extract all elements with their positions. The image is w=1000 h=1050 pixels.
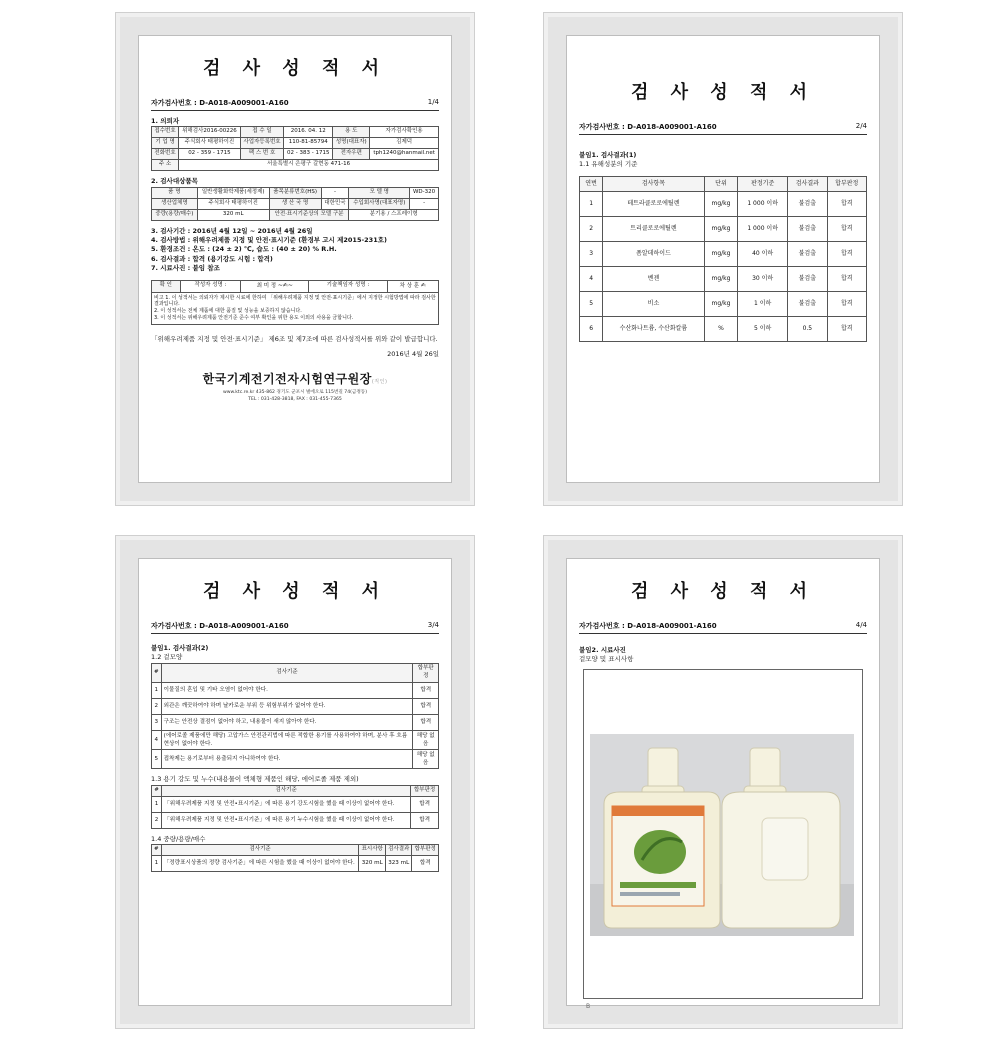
cell: 접 수 일 xyxy=(240,127,284,138)
cell: 생산업체명 xyxy=(152,198,198,209)
cell: 02 - 383 - 1715 xyxy=(284,149,333,160)
table-row xyxy=(580,191,867,216)
cell: 합격 xyxy=(411,812,439,828)
subsection-heading: 1.1 유해성분의 기준 xyxy=(579,160,638,169)
page-number: 1/4 xyxy=(427,98,439,106)
cell: 안전·표시기준상의 모델 구분 xyxy=(269,209,349,220)
table-row xyxy=(152,187,439,198)
table-row xyxy=(152,138,439,149)
cell: 팩 스 번 호 xyxy=(240,149,284,160)
report-page-2-frame xyxy=(543,12,903,506)
writer-name: 최 미 정 xyxy=(256,282,277,289)
table-row xyxy=(152,198,439,209)
cell: 1 xyxy=(580,191,603,216)
cell: - xyxy=(410,198,439,209)
appearance-table xyxy=(151,663,439,769)
table-row xyxy=(152,750,439,769)
cell: mg/kg xyxy=(704,216,738,241)
report-page-4 xyxy=(566,558,880,1010)
cell: 323 mL xyxy=(385,856,411,872)
container-section xyxy=(151,775,439,828)
cell: 분기용 / 스프레이형 xyxy=(349,209,439,220)
cell: 5 xyxy=(152,750,162,769)
cell: 1 이하 xyxy=(738,291,788,316)
cell: 2016. 04. 12 xyxy=(284,127,333,138)
cell: 0.5 xyxy=(788,316,827,341)
cell: 기 업 명 xyxy=(152,138,179,149)
test-method: 4. 검사방법 : 위해우려제품 지정 및 안전·표시기준 (환경부 고시 제2015-231호) xyxy=(151,236,387,245)
cell: 해당 없음 xyxy=(413,730,439,749)
subsection-heading: 1.4 중량/용량/매수 xyxy=(151,834,206,843)
cell: 불검출 xyxy=(788,191,827,216)
quantity-section xyxy=(151,835,439,872)
cell: 작성자 성명 : xyxy=(180,280,241,292)
page-title: 검 사 성 적 서 xyxy=(630,82,815,103)
section-heading xyxy=(579,151,867,170)
sample-photo-note: 7. 시료사진 : 붙임 참조 xyxy=(151,264,220,273)
photo-frame xyxy=(583,669,863,1010)
cell: % xyxy=(704,316,738,341)
page-title: 검 사 성 적 서 xyxy=(202,581,387,602)
subsection-heading: 1.2 겉모양 xyxy=(151,653,183,662)
page-number: 2/4 xyxy=(855,122,867,130)
cell: (에어로졸 제품에만 해당) 고압가스 안전관리법에 따른 적합한 용기를 사용하여야 하며, 분사 후 흐름현상이 없어야 한다. xyxy=(161,730,413,749)
page-title: 검 사 성 적 서 xyxy=(630,581,815,602)
doc-number: 자가검사번호 : D-A018-A009001-A160 xyxy=(151,622,289,630)
cell: 4 xyxy=(152,730,162,749)
corner-mark: B xyxy=(586,1003,591,1010)
cell: 합격 xyxy=(827,191,866,216)
cell: mg/kg xyxy=(704,266,738,291)
cell: mg/kg xyxy=(704,291,738,316)
cell: 3 xyxy=(580,241,603,266)
test-result: 6. 검사결과 : 합격 (용기강도 시험 : 합격) xyxy=(151,254,273,263)
report-page-1 xyxy=(138,35,452,483)
test-period: 3. 검사기간 : 2016년 4월 12일 ~ 2016년 4월 26일 xyxy=(151,226,313,235)
cell: 합격 xyxy=(413,714,439,730)
cell: 외관은 깨끗하여야 하며 날카로운 부위 등 위험부위가 없어야 한다. xyxy=(161,698,413,714)
column-header: 단위 xyxy=(704,176,738,191)
subsection-heading: 1.3 용기 강도 및 누수(내용물이 액체형 제품인 해당, 에어로졸 제품 제외) xyxy=(151,775,359,784)
table-row xyxy=(152,682,439,698)
cell: 합격 xyxy=(413,698,439,714)
cell: 자가검사확인용 xyxy=(370,127,439,138)
column-header: 검사결과 xyxy=(788,176,827,191)
doc-number-line xyxy=(151,621,439,634)
cell: 전자우편 xyxy=(333,149,370,160)
cell: 이물질의 혼입 및 기타 오염이 없어야 한다. xyxy=(161,682,413,698)
table-header-row xyxy=(580,176,867,191)
doc-number-line xyxy=(151,98,439,111)
cell xyxy=(387,280,438,292)
section-heading: 2. 검사대상품목 xyxy=(151,177,198,186)
cell: 주식회사 태평하이진 xyxy=(197,198,269,209)
report-page-3-frame xyxy=(115,535,475,1029)
column-header: 검사기준 xyxy=(162,785,411,796)
cell: 02 - 359 - 1715 xyxy=(179,149,241,160)
cell: 합격 xyxy=(827,216,866,241)
cell: 5 이하 xyxy=(738,316,788,341)
hazard-table xyxy=(579,176,867,342)
table-row xyxy=(152,280,439,292)
seal-mark: (직인) xyxy=(371,378,388,385)
cell: 불검출 xyxy=(788,216,827,241)
cell: 서울특별시 은평구 갈현동 471-16 xyxy=(179,160,439,171)
cell: 벤젠 xyxy=(603,266,705,291)
cell: 비소 xyxy=(603,291,705,316)
cell: 320 mL xyxy=(359,856,385,872)
column-header: 합부판정 xyxy=(413,663,439,682)
client-section xyxy=(151,117,439,171)
cell: 트리클로로에틸렌 xyxy=(603,216,705,241)
cell: 전화번호 xyxy=(152,149,179,160)
issue-date: 2016년 4월 26일 xyxy=(387,350,439,359)
cell xyxy=(241,280,309,292)
cell: 용 도 xyxy=(333,127,370,138)
cell: 성명(대표자) xyxy=(333,138,370,149)
cell: 2 xyxy=(152,698,162,714)
cell: 확 인 xyxy=(152,280,181,292)
cell: 1 000 이하 xyxy=(738,191,788,216)
table-row xyxy=(152,730,439,749)
cell: 수입회사명(대표자명) xyxy=(349,198,410,209)
column-header: 합부판정 xyxy=(411,785,439,796)
cell: 위해검사2016-00226 xyxy=(179,127,241,138)
cell: mg/kg xyxy=(704,241,738,266)
cell: 모 델 명 xyxy=(349,187,410,198)
signature-image: ✍ xyxy=(420,281,426,289)
appearance-section xyxy=(151,644,439,769)
table-row xyxy=(152,127,439,138)
photo-heading xyxy=(579,646,867,665)
cell: 접수번호 xyxy=(152,127,179,138)
bottle-photo-image xyxy=(590,734,854,936)
table-row xyxy=(152,856,439,872)
doc-number: 자가검사번호 : D-A018-A009001-A160 xyxy=(151,99,289,107)
note: 2. 이 성적서는 전체 제품에 대한 품질 및 성능을 보증하지 않습니다. xyxy=(154,308,302,315)
client-table xyxy=(151,126,439,171)
cell: 합격 xyxy=(412,856,439,872)
environment: 5. 환경조건 : 온도 : (24 ± 2) ℃, 습도 : (40 ± 20) % R.H. xyxy=(151,245,337,254)
cell: tph1240@hanmail.net xyxy=(370,149,439,160)
table-row xyxy=(152,812,439,828)
cell: 해당 없음 xyxy=(413,750,439,769)
cell: 사업자등록번호 xyxy=(240,138,284,149)
cell: 1 xyxy=(152,796,162,812)
table-row xyxy=(152,796,439,812)
cell: 2 xyxy=(152,812,162,828)
cell: 110-81-85794 xyxy=(284,138,333,149)
cell: 주식회사 태평하이진 xyxy=(179,138,241,149)
cell: 합격 xyxy=(827,241,866,266)
confirm-section xyxy=(151,280,439,325)
subsection-heading: 겉모양 및 표시사항 xyxy=(579,655,634,664)
hazard-table-wrap xyxy=(579,176,867,342)
column-header: 검사항목 xyxy=(603,176,705,191)
cell: 테트라클로로에틸렌 xyxy=(603,191,705,216)
cell: 30 이하 xyxy=(738,266,788,291)
column-header: 검사기준 xyxy=(161,663,413,682)
table-row xyxy=(580,291,867,316)
issue-statement: 「위해우려제품 지정 및 안전·표시기준」 제6조 및 제7조에 따른 검사성적서를 위와 같이 발급합니다. xyxy=(151,334,438,343)
cell: 40 이하 xyxy=(738,241,788,266)
column-header: # xyxy=(152,785,162,796)
test-info xyxy=(151,227,439,274)
cell: 대한민국 xyxy=(321,198,349,209)
quantity-table xyxy=(151,844,439,872)
column-header: 표시사항 xyxy=(359,845,385,856)
page-number: 3/4 xyxy=(427,621,439,629)
cell: 접착제는 용기로부터 용출되지 아니하여야 한다. xyxy=(161,750,413,769)
page-title: 검 사 성 적 서 xyxy=(202,58,387,79)
issuer-name: 한국기계전기전자시험연구원장 xyxy=(202,371,372,386)
column-header: 판정기준 xyxy=(738,176,788,191)
cell: 「위해우려제품 지정 및 안전•표시기준」에 따른 용기 누수시험을 했을 때 이상이 없어야 한다. xyxy=(162,812,411,828)
signature-image: ~✍~ xyxy=(277,281,293,289)
confirm-table xyxy=(151,280,439,293)
table-header-row xyxy=(152,785,439,796)
table-row xyxy=(152,160,439,171)
cell: 3 xyxy=(152,714,162,730)
page-number: 4/4 xyxy=(855,621,867,629)
note: 3. 이 성적서는 위해우려제품 안전기준 준수 여부 확인을 위한 용도 이외의 사용을 금합니다. xyxy=(154,314,354,321)
cell: 6 xyxy=(580,316,603,341)
attachment-heading: 붙임2. 시료사진 xyxy=(579,646,626,654)
column-header: # xyxy=(152,845,162,856)
attachment-heading: 붙임1. 검사결과(1) xyxy=(579,151,637,159)
cell: 품 명 xyxy=(152,187,198,198)
table-header-row xyxy=(152,845,439,856)
table-row xyxy=(152,698,439,714)
cell: WD-320 xyxy=(410,187,439,198)
cell: 일반생활화학제품(세정제) xyxy=(197,187,269,198)
container-table xyxy=(151,785,439,829)
doc-number-line xyxy=(579,122,867,135)
item-table xyxy=(151,187,439,221)
table-row xyxy=(152,149,439,160)
cell: 합격 xyxy=(827,266,866,291)
cell: 320 mL xyxy=(197,209,269,220)
section-heading: 1. 의뢰자 xyxy=(151,117,180,125)
cell: 1 000 이하 xyxy=(738,216,788,241)
doc-number: 자가검사번호 : D-A018-A009001-A160 xyxy=(579,123,717,131)
cell: 합격 xyxy=(827,316,866,341)
manager-name: 차 상 훈 xyxy=(399,282,420,289)
table-row xyxy=(580,216,867,241)
cell: 폼알데하이드 xyxy=(603,241,705,266)
cell: 1 xyxy=(152,856,162,872)
cell: 불검출 xyxy=(788,241,827,266)
table-row xyxy=(152,209,439,220)
table-row xyxy=(580,266,867,291)
note: 비고 1. 이 성적서는 의뢰자가 제시한 시료에 한하여 「위해우려제품 지정 및 안전·표시기준」에서 지정한 시험방법에 따라 검사한 결과입니다. xyxy=(154,294,436,308)
column-header: # xyxy=(152,663,162,682)
cell: 생 산 국 명 xyxy=(269,198,321,209)
report-page-2 xyxy=(566,35,880,483)
column-header: 합부판정 xyxy=(827,176,866,191)
cell: 김제덕 xyxy=(370,138,439,149)
column-header: 검사결과 xyxy=(385,845,411,856)
cell: 기술책임자 성명 : xyxy=(309,280,387,292)
cell: 2 xyxy=(580,216,603,241)
report-page-1-frame xyxy=(115,12,475,506)
cell: 중량(용량/매수) xyxy=(152,209,198,220)
cell: 「정량표시상품의 정량 검사기준」에 따른 시험을 했을 때 이상이 없어야 한다. xyxy=(161,856,359,872)
table-row xyxy=(580,241,867,266)
cell: 수산화나트륨, 수산화칼륨 xyxy=(603,316,705,341)
cell: 1 xyxy=(152,682,162,698)
report-page-3 xyxy=(138,558,452,1006)
cell: mg/kg xyxy=(704,191,738,216)
cell: - xyxy=(321,187,349,198)
cell: 품목분류번호(HS) xyxy=(269,187,321,198)
attachment-heading: 붙임1. 검사결과(2) xyxy=(151,644,209,652)
cell: 「위해우려제품 지정 및 안전•표시기준」에 따른 용기 강도시험을 했을 때 이상이 없어야 한다. xyxy=(162,796,411,812)
item-section xyxy=(151,177,439,220)
cell: 구조는 안전상 결점이 없어야 하고, 내용물이 새지 않아야 한다. xyxy=(161,714,413,730)
table-row xyxy=(580,316,867,341)
doc-number-line xyxy=(579,621,867,634)
issuer-org xyxy=(139,370,451,387)
sample-photo xyxy=(590,734,854,936)
notes-box xyxy=(151,293,439,325)
issuer-contact: TEL : 031-428-3818, FAX : 031-455-7365 xyxy=(248,396,342,402)
table-row xyxy=(152,714,439,730)
column-header: 합부판정 xyxy=(412,845,439,856)
cell: 불검출 xyxy=(788,291,827,316)
doc-number: 자가검사번호 : D-A018-A009001-A160 xyxy=(579,622,717,630)
issuer-address: www.ktc.re.kr 435-862 경기도 군포시 벌에오로 115번길 74(금정동) xyxy=(222,389,368,395)
cell: 주 소 xyxy=(152,160,179,171)
cell: 불검출 xyxy=(788,266,827,291)
cell: 5 xyxy=(580,291,603,316)
report-page-4-frame xyxy=(543,535,903,1029)
cell: 합격 xyxy=(411,796,439,812)
column-header: 연번 xyxy=(580,176,603,191)
cell: 4 xyxy=(580,266,603,291)
cell: 합격 xyxy=(413,682,439,698)
cell: 합격 xyxy=(827,291,866,316)
column-header: 검사기준 xyxy=(161,845,359,856)
table-header-row xyxy=(152,663,439,682)
